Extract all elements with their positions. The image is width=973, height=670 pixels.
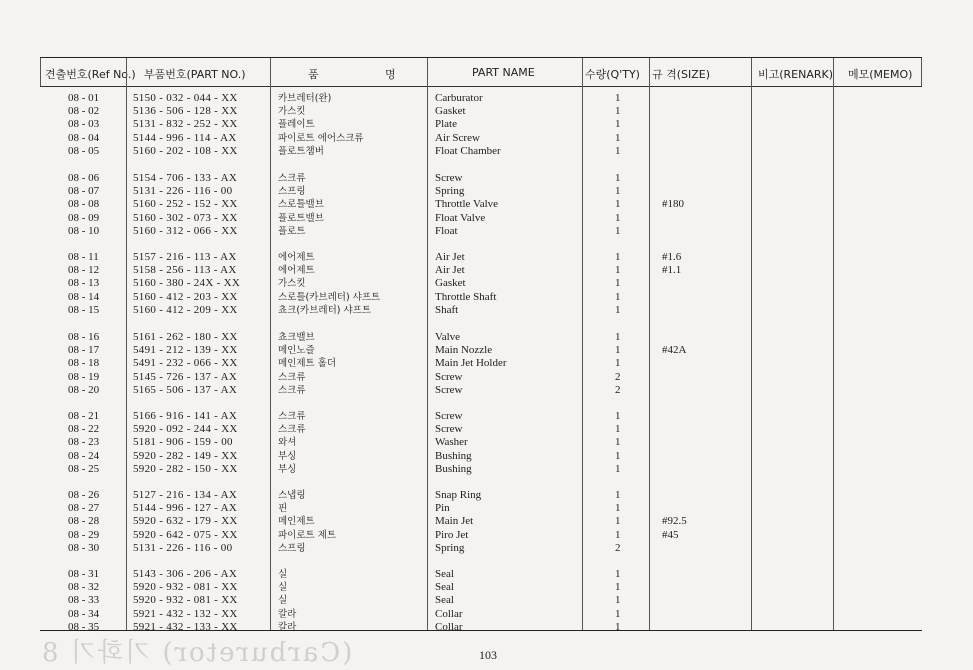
part-name-cell: Throttle Valve <box>435 198 499 211</box>
qty-cell: 1 <box>615 410 621 422</box>
qty-cell: 1 <box>615 528 621 541</box>
ref-cell: 08 - 23 <box>68 436 100 449</box>
part-name-cell: Bushing <box>435 462 472 475</box>
part-no-cell: 5160 - 412 - 209 - XX <box>133 303 238 316</box>
part-no-cell: 5181 - 906 - 159 - 00 <box>133 436 233 449</box>
part-name-cell: Spring <box>435 185 465 198</box>
ref-cell: 08 - 28 <box>68 515 100 528</box>
table-row <box>40 172 922 185</box>
qty-cell: 1 <box>615 172 621 184</box>
part-no-cell: 5166 - 916 - 141 - AX <box>133 410 238 422</box>
part-no-cell: 5160 - 312 - 066 - XX <box>133 224 238 237</box>
korean-name-cell: 스크류 <box>278 371 306 383</box>
ref-cell: 08 - 13 <box>68 277 100 290</box>
part-no-cell: 5158 - 256 - 113 - AX <box>133 264 237 277</box>
ref-cell: 08 - 16 <box>68 331 100 343</box>
part-no-cell: 5161 - 262 - 180 - XX <box>133 331 238 343</box>
qty-cell: 1 <box>615 449 621 462</box>
part-no-cell: 5921 - 432 - 132 - XX <box>133 607 238 620</box>
table-row <box>40 145 922 158</box>
ref-cell: 08 - 08 <box>68 198 100 211</box>
part-no-cell: 5920 - 642 - 075 - XX <box>133 528 238 541</box>
ref-cell: 08 - 32 <box>68 581 100 594</box>
header-name-ko-2: 명 <box>385 68 396 81</box>
table-row <box>40 436 922 449</box>
part-name-cell: Air Screw <box>435 131 480 144</box>
korean-name-cell: 플로트 <box>278 225 306 237</box>
qty-cell: 1 <box>615 620 621 633</box>
part-no-cell: 5920 - 932 - 081 - XX <box>133 594 238 607</box>
qty-cell: 1 <box>615 105 621 118</box>
ref-cell: 08 - 25 <box>68 462 100 475</box>
table-row <box>40 357 922 370</box>
table-row <box>40 581 922 594</box>
part-name-cell: Seal <box>435 581 454 594</box>
ref-cell: 08 - 07 <box>68 185 100 198</box>
parts-table <box>40 57 922 631</box>
part-name-cell: Float <box>435 224 458 237</box>
part-name-cell: Collar <box>435 620 463 633</box>
part-no-cell: 5920 - 932 - 081 - XX <box>133 581 238 594</box>
table-row <box>40 198 922 211</box>
korean-name-cell: 스크류 <box>278 173 306 184</box>
qty-cell: 1 <box>615 594 621 607</box>
table-row <box>40 331 922 344</box>
ref-cell: 08 - 09 <box>68 211 100 224</box>
part-no-cell: 5491 - 212 - 139 - XX <box>133 344 238 357</box>
part-no-cell: 5131 - 832 - 252 - XX <box>133 118 238 131</box>
ref-cell: 08 - 06 <box>68 172 100 184</box>
part-no-cell: 5143 - 306 - 206 - AX <box>133 568 238 580</box>
table-row <box>40 489 922 502</box>
qty-cell: 1 <box>615 344 621 357</box>
part-no-cell: 5131 - 226 - 116 - 00 <box>133 541 233 554</box>
korean-name-cell: 플로트챔버 <box>278 145 324 157</box>
korean-name-cell: 카브레터(완) <box>278 93 332 104</box>
korean-name-cell: 스크류 <box>278 411 306 422</box>
table-row <box>40 304 922 317</box>
qty-cell: 1 <box>615 436 621 449</box>
part-name-cell: Gasket <box>435 277 466 290</box>
qty-cell: 2 <box>615 383 621 396</box>
qty-cell: 1 <box>615 277 621 290</box>
ref-cell: 08 - 33 <box>68 594 100 607</box>
header-ref: 견출번호(Ref No.) <box>45 68 136 81</box>
size-cell: #42A <box>662 344 687 357</box>
part-no-cell: 5144 - 996 - 114 - AX <box>133 131 237 144</box>
table-row <box>40 264 922 277</box>
part-no-cell: 5154 - 706 - 133 - AX <box>133 172 238 184</box>
korean-name-cell: 스프링 <box>278 542 306 554</box>
part-name-cell: Float Chamber <box>435 144 501 157</box>
ref-cell: 08 - 03 <box>68 118 100 131</box>
part-no-cell: 5127 - 216 - 134 - AX <box>133 489 238 501</box>
qty-cell: 1 <box>615 264 621 277</box>
ref-cell: 08 - 15 <box>68 303 100 316</box>
qty-cell: 1 <box>615 462 621 475</box>
qty-cell: 1 <box>615 131 621 144</box>
table-row <box>40 515 922 528</box>
qty-cell: 1 <box>615 331 621 343</box>
part-name-cell: Plate <box>435 118 457 131</box>
part-name-cell: Seal <box>435 568 454 580</box>
part-name-cell: Bushing <box>435 449 472 462</box>
part-name-cell: Screw <box>435 172 463 184</box>
table-row <box>40 594 922 607</box>
qty-cell: 1 <box>615 251 621 263</box>
size-cell: #1.6 <box>662 251 682 263</box>
qty-cell: 1 <box>615 144 621 157</box>
ref-cell: 08 - 17 <box>68 344 100 357</box>
part-name-cell: Piro Jet <box>435 528 469 541</box>
ref-cell: 08 - 04 <box>68 131 100 144</box>
part-no-cell: 5491 - 232 - 066 - XX <box>133 357 238 370</box>
qty-cell: 1 <box>615 357 621 370</box>
part-no-cell: 5150 - 032 - 044 - XX <box>133 92 238 104</box>
table-row <box>40 105 922 118</box>
header-part-no: 부품번호(PART NO.) <box>144 68 246 81</box>
table-row <box>40 463 922 476</box>
ref-cell: 08 - 02 <box>68 105 100 118</box>
korean-name-cell: 핀 <box>278 503 288 515</box>
part-no-cell: 5144 - 996 - 127 - AX <box>133 502 238 515</box>
table-row <box>40 450 922 463</box>
qty-cell: 1 <box>615 211 621 224</box>
korean-name-cell: 부싱 <box>278 450 297 462</box>
ref-cell: 08 - 01 <box>68 92 100 104</box>
part-name-cell: Screw <box>435 423 463 436</box>
part-no-cell: 5160 - 380 - 24X - XX <box>133 277 241 290</box>
korean-name-cell: 스프링 <box>278 186 306 198</box>
korean-name-cell: 실 <box>278 569 288 580</box>
ref-cell: 08 - 05 <box>68 144 100 157</box>
header-size: 규 격(SIZE) <box>652 68 711 81</box>
table-row <box>40 410 922 423</box>
table-row <box>40 225 922 238</box>
korean-name-cell: 에어제트 <box>278 252 315 263</box>
part-name-cell: Shaft <box>435 303 459 316</box>
qty-cell: 1 <box>615 185 621 198</box>
ref-cell: 08 - 20 <box>68 383 100 396</box>
ref-cell: 08 - 10 <box>68 224 100 237</box>
qty-cell: 1 <box>615 568 621 580</box>
part-name-cell: Main Jet <box>435 515 474 528</box>
qty-cell: 1 <box>615 423 621 436</box>
size-cell: #92.5 <box>662 515 687 528</box>
part-no-cell: 5165 - 506 - 137 - AX <box>133 383 238 396</box>
table-row <box>40 92 922 105</box>
ref-cell: 08 - 31 <box>68 568 100 580</box>
korean-name-cell: 스크류 <box>278 424 306 436</box>
qty-cell: 1 <box>615 581 621 594</box>
table-row <box>40 251 922 264</box>
table-row <box>40 371 922 384</box>
part-name-cell: Screw <box>435 410 463 422</box>
ref-cell: 08 - 26 <box>68 489 100 501</box>
part-name-cell: Valve <box>435 331 461 343</box>
ref-cell: 08 - 27 <box>68 502 100 515</box>
korean-name-cell: 가스킷 <box>278 106 306 118</box>
header-qty: 수량(Q'TY) <box>585 68 640 81</box>
part-no-cell: 5920 - 092 - 244 - XX <box>133 423 238 436</box>
table-row <box>40 291 922 304</box>
part-name-cell: Screw <box>435 370 463 383</box>
part-no-cell: 5920 - 632 - 179 - XX <box>133 515 238 528</box>
korean-name-cell: 실 <box>278 582 288 594</box>
part-name-cell: Pin <box>435 502 450 515</box>
qty-cell: 1 <box>615 92 621 104</box>
table-row <box>40 423 922 436</box>
header-part-name: PART NAME <box>472 66 535 79</box>
ref-cell: 08 - 19 <box>68 370 100 383</box>
korean-name-cell: 실 <box>278 595 288 607</box>
header-memo: 메모(MEMO) <box>848 68 913 81</box>
ref-cell: 08 - 34 <box>68 607 100 620</box>
qty-cell: 1 <box>615 118 621 131</box>
korean-name-cell: 플로트밸브 <box>278 212 324 224</box>
qty-cell: 1 <box>615 515 621 528</box>
part-no-cell: 5921 - 432 - 133 - XX <box>133 620 238 633</box>
part-no-cell: 5160 - 302 - 073 - XX <box>133 211 238 224</box>
korean-name-cell: 메인제트 홀더 <box>278 358 337 370</box>
part-name-cell: Float Valve <box>435 211 486 224</box>
table-header <box>40 58 922 87</box>
qty-cell: 1 <box>615 607 621 620</box>
table-row <box>40 132 922 145</box>
qty-cell: 2 <box>615 370 621 383</box>
table-row <box>40 118 922 131</box>
part-name-cell: Snap Ring <box>435 489 482 501</box>
qty-cell: 1 <box>615 303 621 316</box>
korean-name-cell: 메인제트 <box>278 516 315 528</box>
korean-name-cell: 메인노즐 <box>278 345 315 357</box>
korean-name-cell: 칼라 <box>278 621 297 633</box>
table-row <box>40 542 922 555</box>
table-row <box>40 621 922 634</box>
ref-cell: 08 - 35 <box>68 620 100 633</box>
korean-name-cell: 가스킷 <box>278 278 306 290</box>
ref-cell: 08 - 29 <box>68 528 100 541</box>
part-name-cell: Main Nozzle <box>435 344 493 357</box>
part-no-cell: 5920 - 282 - 150 - XX <box>133 462 238 475</box>
part-name-cell: Main Jet Holder <box>435 357 507 370</box>
header-remark: 비고(RENARK) <box>758 68 834 81</box>
size-cell: #180 <box>662 198 684 211</box>
size-cell: #45 <box>662 528 679 541</box>
korean-name-cell: 플레이트 <box>278 119 315 131</box>
part-name-cell: Collar <box>435 607 463 620</box>
korean-name-cell: 파이로트 에어스크류 <box>278 132 364 144</box>
korean-name-cell: 와셔 <box>278 437 297 449</box>
korean-name-cell: 스크류 <box>278 384 306 396</box>
part-name-cell: Washer <box>435 436 468 449</box>
part-name-cell: Screw <box>435 383 463 396</box>
part-no-cell: 5145 - 726 - 137 - AX <box>133 370 238 383</box>
qty-cell: 2 <box>615 541 621 554</box>
part-no-cell: 5920 - 282 - 149 - XX <box>133 449 238 462</box>
part-name-cell: Gasket <box>435 105 466 118</box>
qty-cell: 1 <box>615 502 621 515</box>
table-row <box>40 277 922 290</box>
ref-cell: 08 - 18 <box>68 357 100 370</box>
bleed-through-text: (Carburetor) 기화기 8 <box>40 638 353 668</box>
part-no-cell: 5160 - 252 - 152 - XX <box>133 198 238 211</box>
korean-name-cell: 에어제트 <box>278 265 315 277</box>
table-row <box>40 529 922 542</box>
part-name-cell: Air Jet <box>435 264 465 277</box>
part-name-cell: Air Jet <box>435 251 465 263</box>
korean-name-cell: 스로틀(카브레터) 샤프트 <box>278 291 381 303</box>
table-row <box>40 212 922 225</box>
ref-cell: 08 - 14 <box>68 290 100 303</box>
part-name-cell: Carburator <box>435 92 483 104</box>
ref-cell: 08 - 24 <box>68 449 100 462</box>
korean-name-cell: 부싱 <box>278 463 297 475</box>
part-name-cell: Throttle Shaft <box>435 290 497 303</box>
korean-name-cell: 쵸크(카브레터) 샤프트 <box>278 304 372 316</box>
page-number: 103 <box>479 648 497 662</box>
table-row <box>40 185 922 198</box>
ref-cell: 08 - 22 <box>68 423 100 436</box>
qty-cell: 1 <box>615 224 621 237</box>
part-no-cell: 5136 - 506 - 128 - XX <box>133 105 238 118</box>
part-no-cell: 5160 - 412 - 203 - XX <box>133 290 238 303</box>
qty-cell: 1 <box>615 489 621 501</box>
ref-cell: 08 - 21 <box>68 410 100 422</box>
korean-name-cell: 쵸크밸브 <box>278 332 315 343</box>
ref-cell: 08 - 12 <box>68 264 100 277</box>
table-row <box>40 384 922 397</box>
table-row <box>40 568 922 581</box>
korean-name-cell: 파이로트 제트 <box>278 529 337 541</box>
header-name-ko-1: 품 <box>308 68 319 81</box>
table-row <box>40 608 922 621</box>
part-no-cell: 5160 - 202 - 108 - XX <box>133 144 238 157</box>
table-row <box>40 502 922 515</box>
part-no-cell: 5131 - 226 - 116 - 00 <box>133 185 233 198</box>
part-name-cell: Spring <box>435 541 465 554</box>
ref-cell: 08 - 30 <box>68 541 100 554</box>
part-no-cell: 5157 - 216 - 113 - AX <box>133 251 237 263</box>
korean-name-cell: 칼라 <box>278 608 297 620</box>
korean-name-cell: 스냅링 <box>278 490 306 501</box>
ref-cell: 08 - 11 <box>68 251 99 263</box>
part-name-cell: Seal <box>435 594 454 607</box>
table-row <box>40 344 922 357</box>
qty-cell: 1 <box>615 290 621 303</box>
size-cell: #1.1 <box>662 264 682 277</box>
korean-name-cell: 스로틀밸브 <box>278 199 324 211</box>
qty-cell: 1 <box>615 198 621 211</box>
